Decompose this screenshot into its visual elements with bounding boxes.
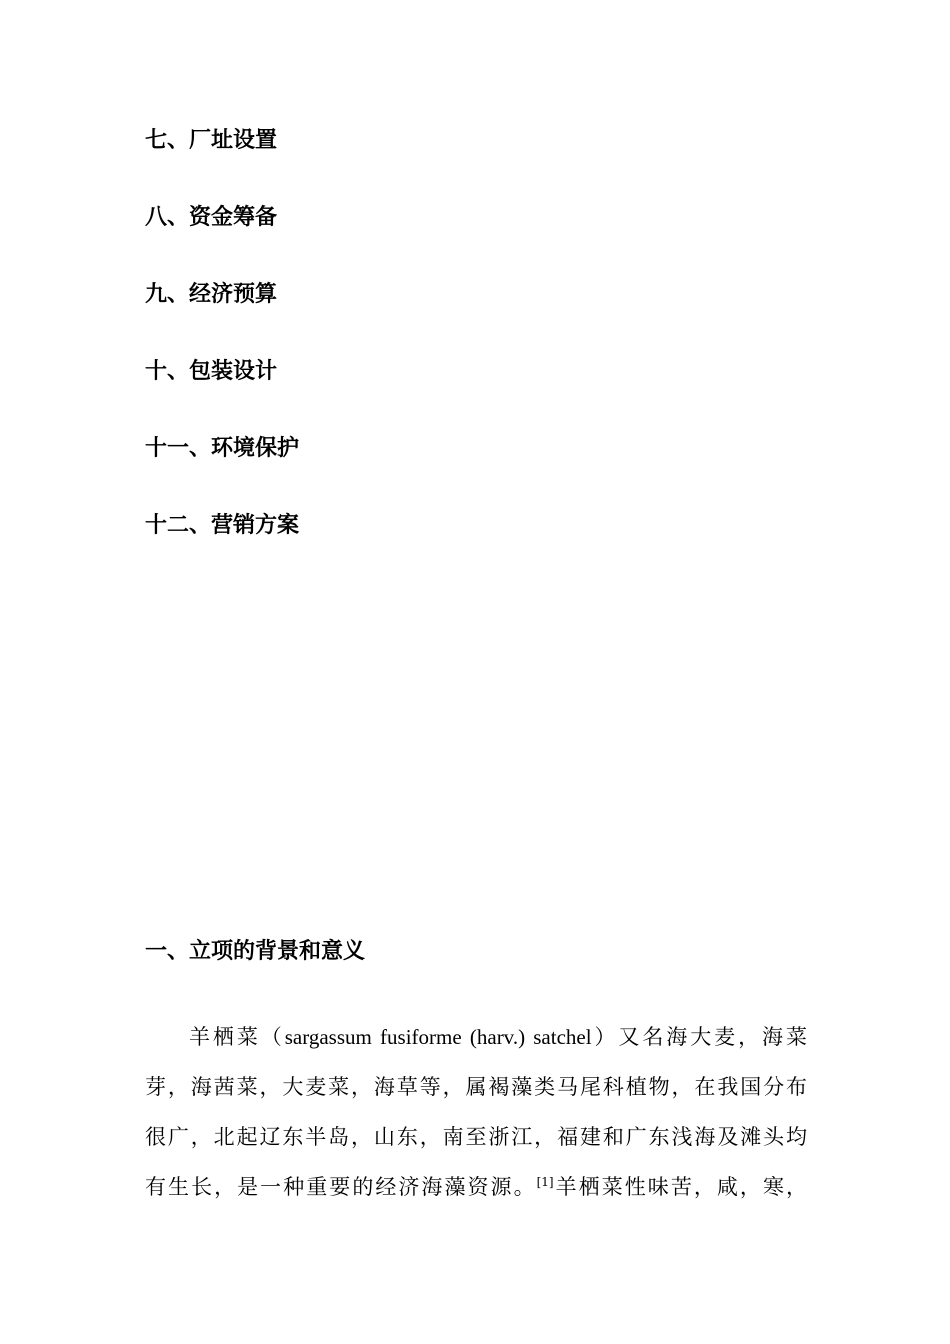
paragraph-line-3: 很广，北起辽东半岛，山东，南至浙江，福建和广东浅海及滩头均 <box>145 1125 807 1149</box>
toc-item-packaging-design: 十、包装设计 <box>145 359 278 384</box>
text-segment: 羊栖菜（ <box>189 1025 285 1049</box>
body-paragraph <box>145 1012 807 1212</box>
toc-item-fund-raising: 八、资金筹备 <box>145 205 278 230</box>
toc-item-economic-budget: 九、经济预算 <box>145 282 278 307</box>
section-heading: 一、立项的背景和意义 <box>145 939 366 964</box>
text-segment: 羊栖菜性味苦，咸，寒， <box>553 1175 808 1199</box>
paragraph-line-2: 芽，海茜菜，大麦菜，海草等，属褐藻类马尾科植物，在我国分布 <box>145 1075 807 1099</box>
toc-item-marketing-plan: 十二、营销方案 <box>145 513 300 538</box>
paragraph-line-1 <box>145 1012 807 1062</box>
toc-item-environmental-protection: 十一、环境保护 <box>145 436 300 461</box>
reference-marker[interactable]: [1] <box>536 1175 554 1189</box>
paragraph-line-4 <box>145 1162 807 1212</box>
toc-item-site-setup: 七、厂址设置 <box>145 128 278 153</box>
text-segment: 有生长，是一种重要的经济海藻资源。 <box>145 1175 537 1199</box>
text-segment: ）又名海大麦，海菜 <box>591 1025 807 1049</box>
table-of-contents <box>145 126 299 588</box>
latin-name: sargassum fusiforme (harv.) satchel <box>284 1025 592 1049</box>
